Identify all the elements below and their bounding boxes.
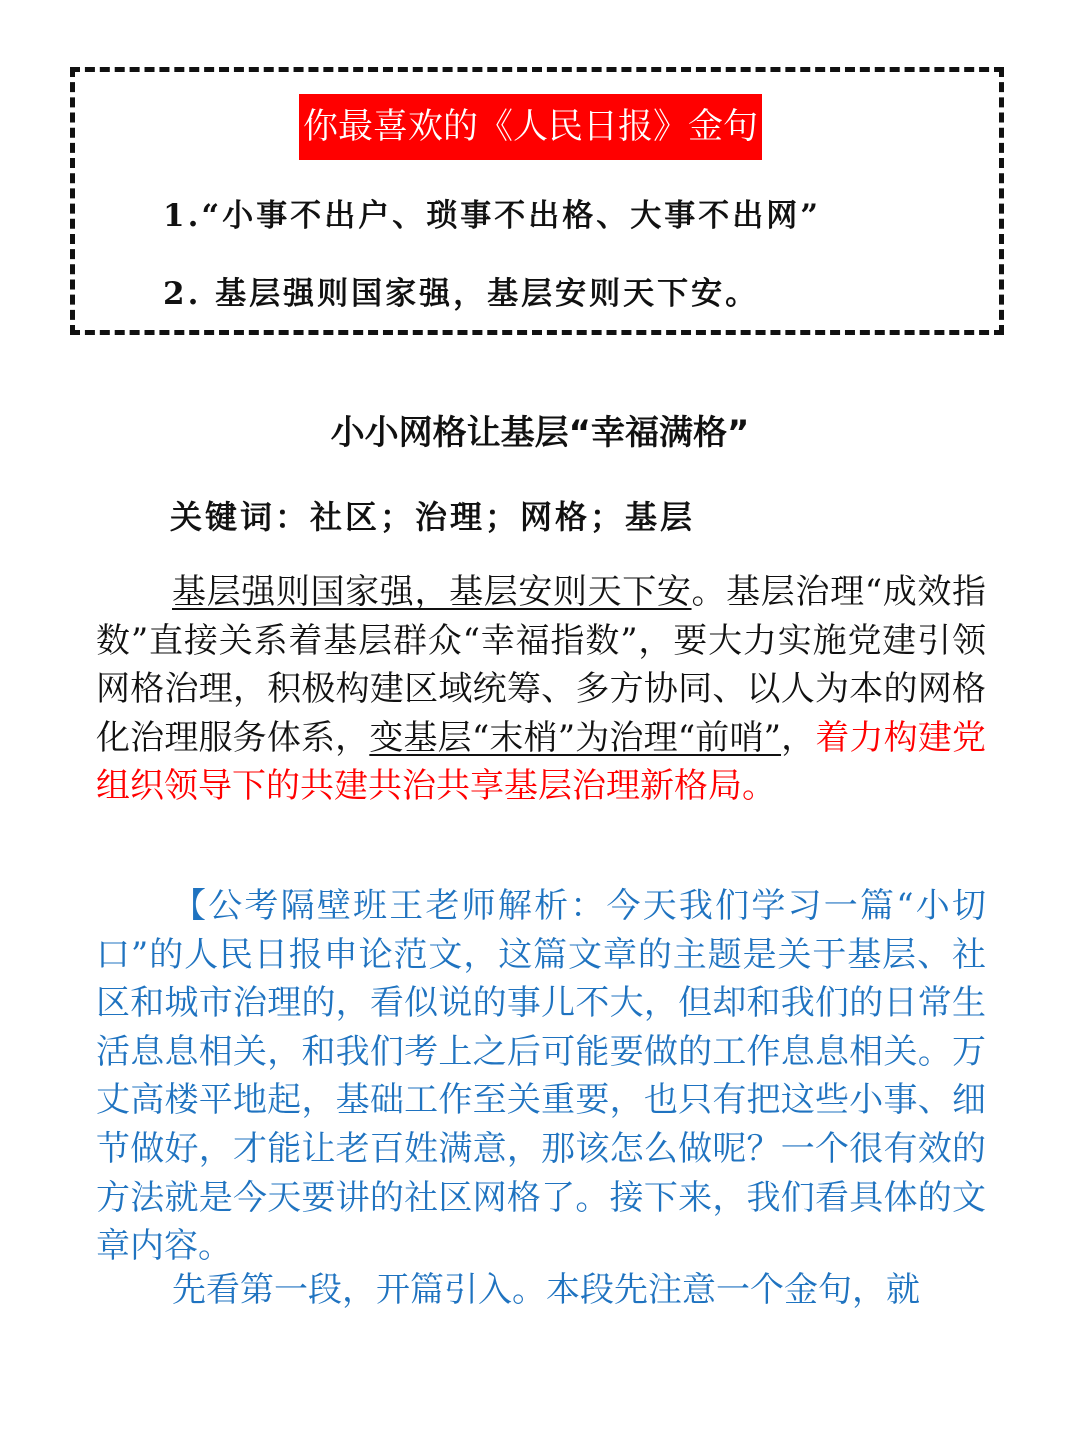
quote-box-heading: 你最喜欢的《人民日报》金句 bbox=[299, 94, 762, 160]
quote-item-2: 2. 基层强则国家强，基层安则天下安。 bbox=[163, 276, 760, 312]
article-keywords: 关键词：社区；治理；网格；基层 bbox=[170, 498, 696, 536]
underlined-phrase-2: 变基层“末梢”为治理“前哨” bbox=[369, 717, 782, 758]
analysis-paragraph-2: 先看第一段，开篇引入。本段先注意一个金句，就 bbox=[172, 1270, 920, 1310]
article-title: 小小网格让基层“幸福满格” bbox=[330, 413, 750, 453]
quote-item-1: 1.“小事不出户、琐事不出格、大事不出网” bbox=[163, 198, 822, 234]
article-paragraph-1 bbox=[96, 568, 986, 811]
analysis-paragraph-1: 【公考隔壁班王老师解析：今天我们学习一篇“小切口”的人民日报申论范文，这篇文章的主题是关于基层、社区和城市治理的，看似说的事儿不大，但却和我们的日常生活息息相关，和我们考上之后可能要做的工作息息相关。万丈高楼平地起，基础工作至关重要，也只有把这些小事、细节做好，才能让老百姓满意，那该怎么做呢？一个很有效的方法就是今天要讲的社区网格了。接下来，我们看具体的文章内容。 bbox=[96, 886, 986, 1267]
paragraph-1-comma: ， bbox=[781, 717, 816, 758]
underlined-phrase-1: 基层强则国家强，基层安则天下安 bbox=[172, 572, 692, 612]
quote-box bbox=[70, 67, 1004, 335]
highlighted-red-text: 着力构建党组织领导下的共建共治共享基层治理新格局。 bbox=[96, 717, 987, 807]
paragraph-1-text-a: 。基层治理“成效指数”直接关系着基层群众“幸福指数”，要大力实施党建引领网格治理，积极构建区域统筹、多方协同、以人为本的网格化治理服务体系， bbox=[96, 572, 986, 758]
